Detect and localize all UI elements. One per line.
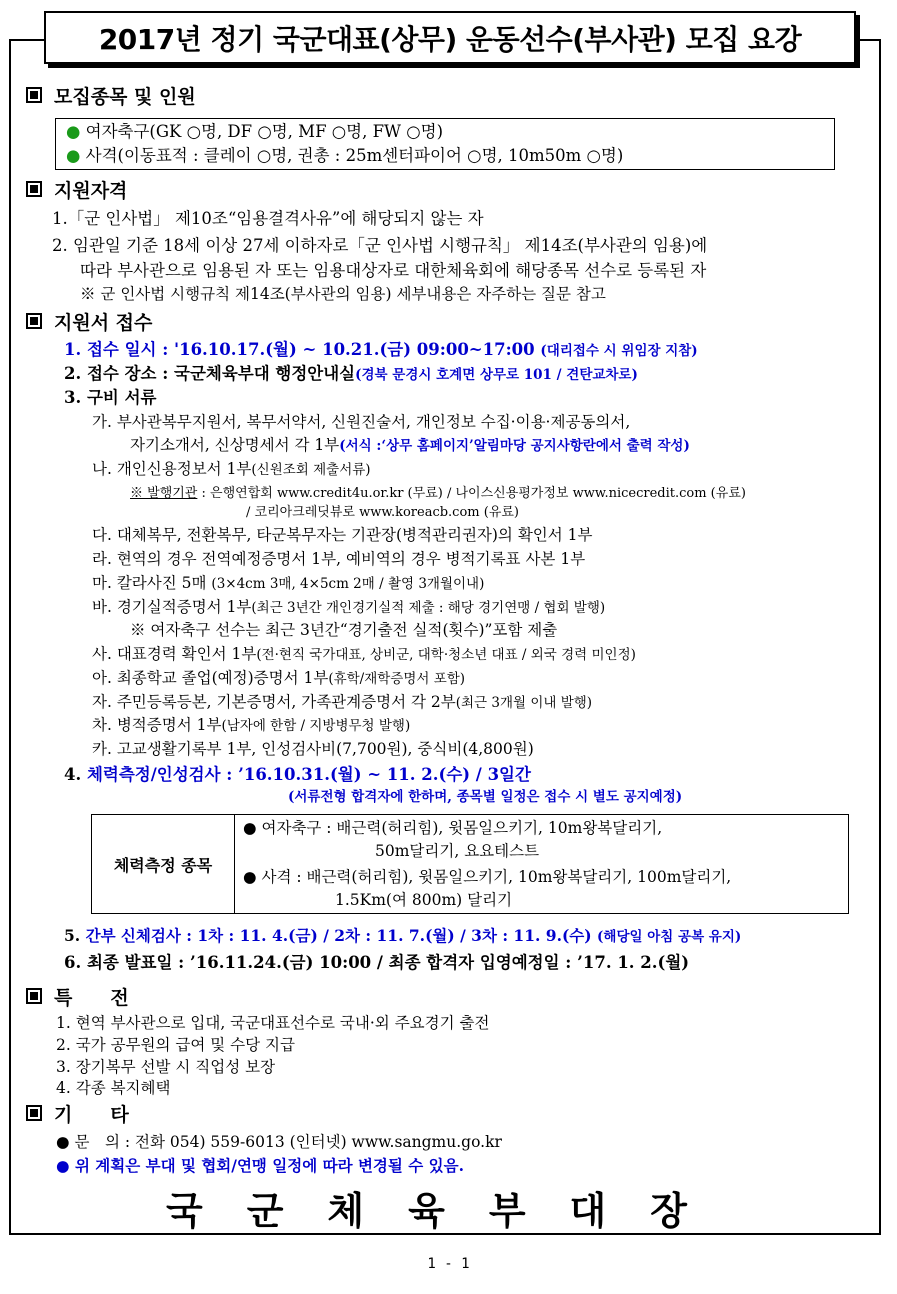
square-bullet-icon <box>26 988 42 1004</box>
square-bullet-icon <box>26 181 42 197</box>
application-place: 2. 접수 장소 : 국군체육부대 행정안내실(경북 문경시 호계면 상무로 101 / 견탄교차로) <box>64 364 638 383</box>
eligibility-note: ※ 군 인사법 시행규칙 제14조(부사관의 임용) 세부내용은 자주하는 질문 참고 <box>80 285 606 303</box>
contact-info: ● 문 의 : 전화 054) 559-6013 (인터넷) www.sangmu.go.kr <box>56 1133 502 1151</box>
doc-a: 아. 최종학교 졸업(예정)증명서 1부(휴학/재학증명서 포함) <box>92 669 466 687</box>
eligibility-item-2: 2. 임관일 기준 18세 이상 27세 이하자로「군 인사법 시행규칙」 제14조(부사관의 임용)에 <box>52 236 708 255</box>
doc-ga: 가. 부사관복무지원서, 복무서약서, 신원진술서, 개인정보 수집·이용·제공동의서, <box>92 413 631 431</box>
signature-commander: 국군체육부대장 <box>166 1188 731 1233</box>
fitness-item-shooting: ● 사격 : 배근력(허리힘), 윗몸일으키기, 10m왕복달리기, 100m달리기, <box>243 868 732 886</box>
doc-sa: 사. 대표경력 확인서 1부(전·현직 국가대표, 상비군, 대학·청소년 대표 / 외국 경력 미인정) <box>92 645 636 663</box>
bullet-icon: ● <box>66 146 81 165</box>
section-heading-benefits: 특 전 <box>26 987 129 1010</box>
doc-ja: 자. 주민등록등본, 기본증명서, 가족관계증명서 각 2부(최근 3개월 이내 발행) <box>92 693 593 711</box>
title-box <box>44 11 856 64</box>
bullet-icon: ● <box>56 1133 70 1151</box>
fitness-test-period: 4. 체력측정/인성검사 : ’16.10.31.(월) ~ 11. 2.(수) / 3일간 <box>64 765 531 784</box>
fitness-test-table-label: 체력측정 종목 <box>92 815 235 913</box>
benefit-item-4: 4. 각종 복지혜택 <box>56 1079 171 1097</box>
recruitment-line-shooting: ● 사격(이동표적 : 클레이 ○명, 권총 : 25m센터파이어 ○명, 10m50m ○명) <box>66 146 624 165</box>
doc-da: 다. 대체복무, 전환복무, 타군복무자는 기관장(병적관리권자)의 확인서 1부 <box>92 526 593 544</box>
section-heading-eligibility: 지원자격 <box>26 180 127 203</box>
bullet-icon: ● <box>243 868 257 886</box>
doc-na: 나. 개인신용정보서 1부(신원조회 제출서류) <box>92 460 371 478</box>
doc-ma: 마. 칼라사진 5매 (3×4cm 3매, 4×5cm 2매 / 촬영 3개월이내) <box>92 574 485 592</box>
doc-ba: 바. 경기실적증명서 1부(최근 3년간 개인경기실적 제출 : 해당 경기연맹 / 협회 발행) <box>92 598 606 616</box>
benefit-item-1: 1. 현역 부사관으로 입대, 국군대표선수로 국내·외 주요경기 출전 <box>56 1014 490 1032</box>
eligibility-item-1: 1.「군 인사법」 제10조“임용결격사유”에 해당되지 않는 자 <box>52 209 484 228</box>
section-heading-application: 지원서 접수 <box>26 312 152 335</box>
doc-ka: 카. 고교생활기록부 1부, 인성검사비(7,700원), 중식비(4,800원) <box>92 740 534 758</box>
fitness-item-shooting-cont: 1.5Km(여 800m) 달리기 <box>335 891 513 909</box>
fitness-test-note: (서류전형 합격자에 한하며, 종목별 일정은 접수 시 별도 공지예정) <box>288 789 683 805</box>
section-heading-misc: 기 타 <box>26 1104 129 1127</box>
recruitment-line-soccer: ● 여자축구(GK ○명, DF ○명, MF ○명, FW ○명) <box>66 122 444 141</box>
doc-ba-note: ※ 여자축구 선수는 최근 3년간“경기출전 실적(횟수)”포함 제출 <box>130 621 558 639</box>
fitness-test-table <box>91 814 849 914</box>
fitness-item-soccer-cont: 50m달리기, 요요테스트 <box>375 842 540 860</box>
doc-na-issuer-cont: / 코리아크레딧뷰로 www.koreacb.com (유료) <box>246 505 520 520</box>
doc-ra: 라. 현역의 경우 전역예정증명서 1부, 예비역의 경우 병적기록표 사본 1부 <box>92 550 586 568</box>
change-notice: ● 위 계획은 부대 및 협회/연맹 일정에 따라 변경될 수 있음. <box>56 1156 464 1175</box>
square-bullet-icon <box>26 1105 42 1121</box>
benefit-item-3: 3. 장기복무 선발 시 직업성 보장 <box>56 1058 276 1076</box>
doc-na-issuer: ※ 발행기관 : 은행연합회 www.credit4u.or.kr (무료) / 나이스신용평가정보 www.nicecredit.com (유료) <box>130 486 746 501</box>
bullet-icon: ● <box>243 819 257 837</box>
page-number: 1 - 1 <box>427 1256 470 1272</box>
application-period: 1. 접수 일시 : '16.10.17.(월) ~ 10.21.(금) 09:00~17:00 (대리접수 시 위임장 지참) <box>64 340 698 359</box>
section-heading-recruitment: 모집종목 및 인원 <box>26 86 196 109</box>
doc-cha: 차. 병적증명서 1부(남자에 한함 / 지방병무청 발행) <box>92 716 411 734</box>
square-bullet-icon <box>26 87 42 103</box>
doc-ga-cont: 자기소개서, 신상명세서 각 1부(서식 :‘상무 홈페이지’알림마당 공지사항란에서 출력 작성) <box>130 436 690 454</box>
bullet-icon: ● <box>56 1156 70 1175</box>
bullet-icon: ● <box>66 122 81 141</box>
page-title: 2017년 정기 국군대표(상무) 운동선수(부사관) 모집 요강 <box>98 22 802 56</box>
fitness-test-table-content <box>235 815 848 913</box>
fitness-item-soccer: ● 여자축구 : 배근력(허리힘), 윗몸일으키기, 10m왕복달리기, <box>243 819 663 837</box>
medical-exam-schedule: 5. 간부 신체검사 : 1차 : 11. 4.(금) / 2차 : 11. 7.(월) / 3차 : 11. 9.(수) (해당일 아침 공복 유지) <box>64 926 742 945</box>
final-announcement: 6. 최종 발표일 : ’16.11.24.(금) 10:00 / 최종 합격자 입영예정일 : ’17. 1. 2.(월) <box>64 953 690 972</box>
benefit-item-2: 2. 국가 공무원의 급여 및 수당 지급 <box>56 1036 296 1054</box>
required-documents-heading: 3. 구비 서류 <box>64 388 157 407</box>
square-bullet-icon <box>26 313 42 329</box>
eligibility-item-2-cont: 따라 부사관으로 임용된 자 또는 임용대상자로 대한체육회에 해당종목 선수로 등록된 자 <box>80 261 707 280</box>
